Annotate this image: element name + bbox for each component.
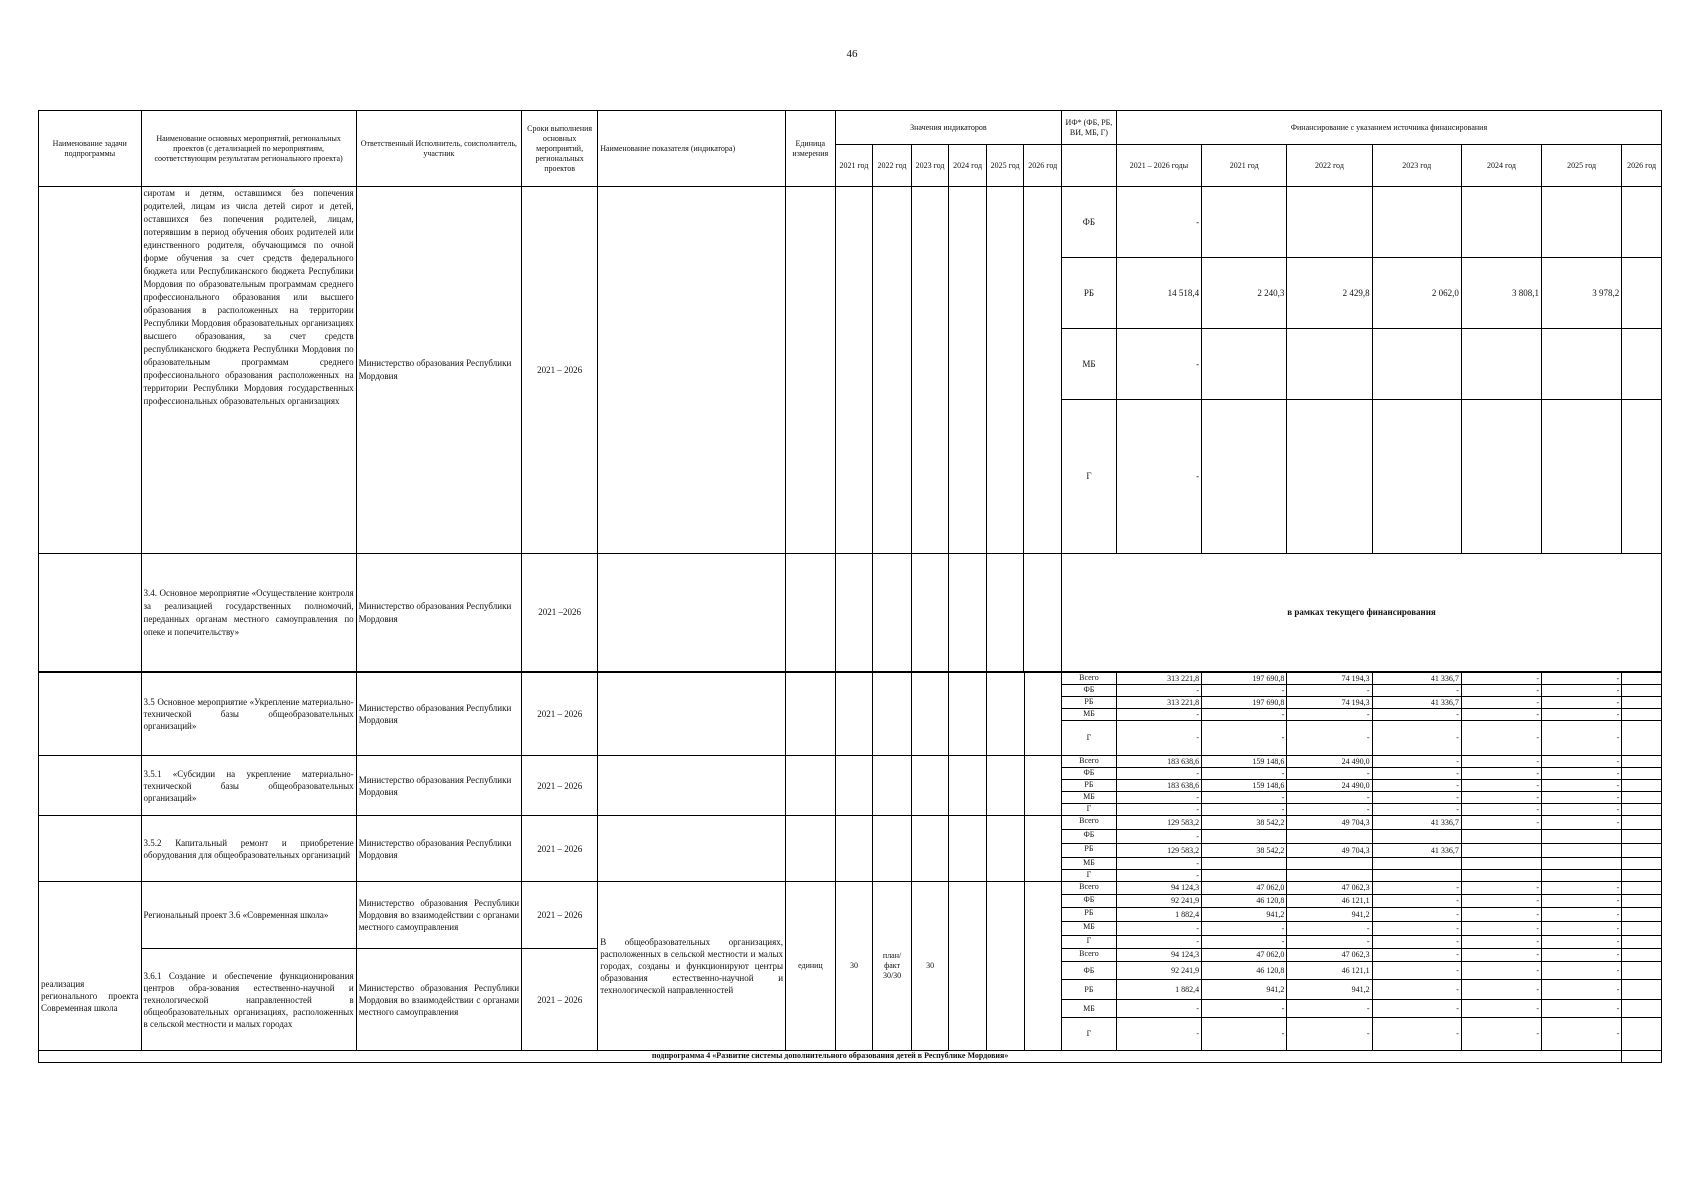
block5-val bbox=[1461, 830, 1541, 844]
block3-val: - bbox=[1116, 685, 1201, 697]
block4-val: 183 638,6 bbox=[1116, 756, 1201, 768]
block4-text: 3.5.1 «Субсидии на укрепление материально-технической базы общеобразовательных организаций» bbox=[141, 756, 356, 816]
block5-executor: Министерство образования Республики Мордовия bbox=[356, 816, 521, 882]
financing-table-lower bbox=[38, 672, 1662, 1063]
block1-val bbox=[1461, 329, 1541, 400]
block5-val bbox=[1287, 858, 1372, 870]
block6-val: - bbox=[1372, 922, 1461, 936]
block7-executor: Министерство образования Республики Мордовия во взаимодействии с органами местного самоуправления bbox=[356, 949, 521, 1051]
block6-val: 46 121,1 bbox=[1287, 895, 1372, 908]
block1-executor: Министерство образования Республики Мордовия bbox=[356, 187, 521, 554]
block3-val: - bbox=[1461, 685, 1541, 697]
block5-val bbox=[1202, 858, 1287, 870]
block6-value-2022: план/ факт 30/30 bbox=[873, 882, 912, 1051]
block7-val bbox=[1622, 980, 1662, 1000]
page-number: 46 bbox=[846, 48, 858, 60]
block1-val bbox=[1372, 400, 1461, 554]
block6-val: - bbox=[1116, 922, 1201, 936]
header-event: Наименование основных мероприятий, региональных проектов (с детализацией по мероприятиям, соответствующим результатам регионального проекта) bbox=[141, 111, 356, 187]
block1-val bbox=[1622, 187, 1662, 258]
block1-val: 3 978,2 bbox=[1542, 258, 1622, 329]
block7-val: - bbox=[1372, 1000, 1461, 1018]
block1-task bbox=[39, 187, 142, 554]
block1-val bbox=[1202, 400, 1287, 554]
block3-val: - bbox=[1287, 721, 1372, 756]
block5-val bbox=[1202, 870, 1287, 882]
block7-val: - bbox=[1372, 949, 1461, 962]
block1-val bbox=[1202, 187, 1287, 258]
block6-val: - bbox=[1461, 882, 1541, 895]
block3-val: - bbox=[1542, 697, 1622, 709]
header-year-2024: 2024 год bbox=[949, 145, 987, 187]
block3-val: - bbox=[1287, 709, 1372, 721]
block1-unit bbox=[785, 187, 835, 554]
block3-src: ФБ bbox=[1062, 685, 1117, 697]
block1-val: 2 240,3 bbox=[1202, 258, 1287, 329]
block7-val bbox=[1622, 949, 1662, 962]
block3-val: 74 194,3 bbox=[1287, 697, 1372, 709]
header-fin-total: 2021 – 2026 годы bbox=[1116, 145, 1201, 187]
block6-val: 47 062,0 bbox=[1202, 882, 1287, 895]
block5-val bbox=[1622, 858, 1662, 870]
block4-val bbox=[1622, 768, 1662, 780]
block6-value-2021: 30 bbox=[835, 882, 873, 1051]
block6-value-2023: 30 bbox=[911, 882, 949, 1051]
block6-src: Г bbox=[1062, 936, 1117, 949]
block6-val: 941,2 bbox=[1202, 908, 1287, 922]
block7-terms: 2021 – 2026 bbox=[522, 949, 598, 1051]
block5-src: ФБ bbox=[1062, 830, 1117, 844]
block7-val: - bbox=[1202, 1018, 1287, 1051]
block7-val: - bbox=[1372, 962, 1461, 980]
block7-val: 46 121,1 bbox=[1287, 962, 1372, 980]
header-year-2025: 2025 год bbox=[986, 145, 1024, 187]
block3-val: - bbox=[1372, 721, 1461, 756]
block6-val: 941,2 bbox=[1287, 908, 1372, 922]
block1-val: 3 808,1 bbox=[1461, 258, 1541, 329]
block5-val: - bbox=[1116, 830, 1201, 844]
block5-src: МБ bbox=[1062, 858, 1117, 870]
block1-val bbox=[1542, 187, 1622, 258]
block1-val bbox=[1461, 187, 1541, 258]
block4-val: - bbox=[1372, 792, 1461, 804]
block1-src: МБ bbox=[1062, 329, 1117, 400]
block3-task bbox=[39, 673, 142, 756]
block5-val bbox=[1287, 830, 1372, 844]
block6-val: - bbox=[1461, 908, 1541, 922]
block5-val: 49 704,3 bbox=[1287, 844, 1372, 858]
block4-val: - bbox=[1202, 768, 1287, 780]
subprogram-title: подпрограмма 4 «Развитие системы дополнительного образования детей в Республике Мордовия» bbox=[39, 1051, 1622, 1063]
block1-val bbox=[1202, 329, 1287, 400]
block6-terms: 2021 – 2026 bbox=[522, 882, 598, 949]
block7-val: - bbox=[1287, 1018, 1372, 1051]
block4-val: - bbox=[1287, 792, 1372, 804]
block6-val: - bbox=[1116, 936, 1201, 949]
block5-val: 49 704,3 bbox=[1287, 816, 1372, 830]
block3-val bbox=[1622, 673, 1662, 685]
block5-text: 3.5.2 Капитальный ремонт и приобретение оборудования для общеобразовательных организаций bbox=[141, 816, 356, 882]
block3-val: 41 336,7 bbox=[1372, 673, 1461, 685]
block4-val: - bbox=[1461, 768, 1541, 780]
block3-src: Г bbox=[1062, 721, 1117, 756]
block3-src: РБ bbox=[1062, 697, 1117, 709]
header-fin-2021: 2021 год bbox=[1202, 145, 1287, 187]
block4-src: РБ bbox=[1062, 780, 1117, 792]
block6-val: 94 124,3 bbox=[1116, 882, 1201, 895]
block3-val: - bbox=[1461, 673, 1541, 685]
block3-val: - bbox=[1202, 721, 1287, 756]
header-year-2026: 2026 год bbox=[1024, 145, 1062, 187]
block7-src: МБ bbox=[1062, 1000, 1117, 1018]
header-fin-2022: 2022 год bbox=[1287, 145, 1372, 187]
block1-val: - bbox=[1116, 400, 1201, 554]
block7-val: - bbox=[1372, 980, 1461, 1000]
block5-val bbox=[1622, 816, 1662, 830]
block4-val: - bbox=[1116, 792, 1201, 804]
header-fin-2023: 2023 год bbox=[1372, 145, 1461, 187]
block5-task bbox=[39, 816, 142, 882]
header-year-2023: 2023 год bbox=[911, 145, 949, 187]
block5-val bbox=[1202, 830, 1287, 844]
block4-val: - bbox=[1287, 768, 1372, 780]
block1-val bbox=[1622, 258, 1662, 329]
block4-val bbox=[1622, 792, 1662, 804]
block5-val: - bbox=[1542, 816, 1622, 830]
block3-src: МБ bbox=[1062, 709, 1117, 721]
block3-val: - bbox=[1542, 685, 1622, 697]
block3-val bbox=[1622, 721, 1662, 756]
block3-val: 313 221,8 bbox=[1116, 673, 1201, 685]
block2-executor: Министерство образования Республики Мордовия bbox=[356, 554, 521, 672]
block7-val: - bbox=[1461, 1000, 1541, 1018]
block4-src: Г bbox=[1062, 804, 1117, 816]
block3-val: - bbox=[1116, 721, 1201, 756]
block7-val: 92 241,9 bbox=[1116, 962, 1201, 980]
block4-val: - bbox=[1461, 804, 1541, 816]
block4-val: - bbox=[1542, 780, 1622, 792]
block5-val bbox=[1372, 870, 1461, 882]
block7-val: - bbox=[1461, 1018, 1541, 1051]
block1-val bbox=[1287, 400, 1372, 554]
block4-val: 159 148,6 bbox=[1202, 780, 1287, 792]
block5-val bbox=[1461, 870, 1541, 882]
block3-val: - bbox=[1287, 685, 1372, 697]
block5-val bbox=[1461, 844, 1541, 858]
block1-val: - bbox=[1116, 329, 1201, 400]
block2-indicator bbox=[598, 554, 786, 672]
block5-terms: 2021 – 2026 bbox=[522, 816, 598, 882]
block7-val: - bbox=[1542, 949, 1622, 962]
block5-val bbox=[1542, 870, 1622, 882]
block7-src: ФБ bbox=[1062, 962, 1117, 980]
block3-executor: Министерство образования Республики Мордовия bbox=[356, 673, 521, 756]
block6-val: - bbox=[1372, 936, 1461, 949]
block1-val: 2 062,0 bbox=[1372, 258, 1461, 329]
block6-task: реализация регионального проекта Современная школа bbox=[39, 882, 142, 1051]
block4-val: 159 148,6 bbox=[1202, 756, 1287, 768]
block4-src: ФБ bbox=[1062, 768, 1117, 780]
block6-val: - bbox=[1542, 882, 1622, 895]
block6-val: - bbox=[1372, 895, 1461, 908]
block5-val: 38 542,2 bbox=[1202, 816, 1287, 830]
block3-val: - bbox=[1461, 721, 1541, 756]
block7-val: - bbox=[1542, 962, 1622, 980]
block6-val: - bbox=[1461, 895, 1541, 908]
block6-val: - bbox=[1461, 936, 1541, 949]
block4-val bbox=[1622, 780, 1662, 792]
block7-val: 47 062,0 bbox=[1202, 949, 1287, 962]
block4-val: - bbox=[1202, 792, 1287, 804]
block7-val: - bbox=[1461, 980, 1541, 1000]
header-fin-2026: 2026 год bbox=[1622, 145, 1662, 187]
block2-task bbox=[39, 554, 142, 672]
block4-val: - bbox=[1372, 804, 1461, 816]
block5-val bbox=[1622, 870, 1662, 882]
header-financing-group: Финансирование с указанием источника финансирования bbox=[1116, 111, 1661, 145]
block6-val: - bbox=[1202, 936, 1287, 949]
block6-val: - bbox=[1372, 882, 1461, 895]
block6-val: - bbox=[1542, 936, 1622, 949]
header-fin-2024: 2024 год bbox=[1461, 145, 1541, 187]
block5-val bbox=[1372, 858, 1461, 870]
block5-val: - bbox=[1116, 858, 1201, 870]
block3-val: - bbox=[1116, 709, 1201, 721]
block7-val: 46 120,8 bbox=[1202, 962, 1287, 980]
block4-val bbox=[1622, 804, 1662, 816]
block4-val: - bbox=[1116, 804, 1201, 816]
block3-val: - bbox=[1461, 697, 1541, 709]
block5-val bbox=[1372, 830, 1461, 844]
block6-val: - bbox=[1287, 922, 1372, 936]
header-unit: Единица измерения bbox=[785, 111, 835, 187]
block3-val: 41 336,7 bbox=[1372, 697, 1461, 709]
block6-src: РБ bbox=[1062, 908, 1117, 922]
block1-text: сиротам и детям, оставшимся без попечения родителей, лицам из числа детей сирот и детей, оставшихся без попечения родителей, лицам, потерявшим в период обучения обоих родителей или единственного родителя, обучающимся по очной форме обучения за счет средств федерального бюджета или Республиканского бюджета Республики Мордовия по образовательным программам среднего профессионального образования или высшего образования в расположенных на территории Республики Мордовия образовательных организациях высшего образования, за счет средств республиканского бюджета Республики Мордовия по образовательным программам среднего профессионального образования расположенных на территории Республики Мордовия государственных профессиональных образовательных организациях bbox=[141, 187, 356, 554]
block1-val bbox=[1372, 329, 1461, 400]
block6-val: - bbox=[1542, 922, 1622, 936]
header-executor: Ответственный Исполнитель, соисполнитель, участник bbox=[356, 111, 521, 187]
block5-val: - bbox=[1116, 870, 1201, 882]
block3-val: 197 690,8 bbox=[1202, 697, 1287, 709]
block6-val: - bbox=[1287, 936, 1372, 949]
block1-val bbox=[1542, 400, 1622, 554]
block4-val: - bbox=[1461, 756, 1541, 768]
block7-val bbox=[1622, 1000, 1662, 1018]
block1-terms: 2021 – 2026 bbox=[522, 187, 598, 554]
block4-val: - bbox=[1372, 756, 1461, 768]
block7-src: Всего bbox=[1062, 949, 1117, 962]
block7-val: - bbox=[1372, 1018, 1461, 1051]
block4-val: 24 490,0 bbox=[1287, 756, 1372, 768]
block1-val bbox=[1622, 329, 1662, 400]
block5-src: Всего bbox=[1062, 816, 1117, 830]
block6-val bbox=[1622, 922, 1662, 936]
block5-val: 129 583,2 bbox=[1116, 816, 1201, 830]
block1-src: РБ bbox=[1062, 258, 1117, 329]
block1-val bbox=[1622, 400, 1662, 554]
block6-unit: единиц bbox=[786, 882, 836, 1051]
block7-val: - bbox=[1202, 1000, 1287, 1018]
block1-val: 2 429,8 bbox=[1287, 258, 1372, 329]
block5-val bbox=[1542, 830, 1622, 844]
block6-src: ФБ bbox=[1062, 895, 1117, 908]
block7-text: 3.6.1 Создание и обеспечение функционирования центров обра-зования естественно-научной и технологической направленностей в общеобразовательных организациях, расположенных в сельской местности и малых городах bbox=[141, 949, 356, 1051]
block5-val bbox=[1287, 870, 1372, 882]
block5-val: 38 542,2 bbox=[1202, 844, 1287, 858]
block6-val: 46 120,8 bbox=[1202, 895, 1287, 908]
block3-val: - bbox=[1372, 709, 1461, 721]
block6-val: - bbox=[1542, 908, 1622, 922]
block1-src: Г bbox=[1062, 400, 1117, 554]
block7-val: - bbox=[1461, 949, 1541, 962]
block3-val: 74 194,3 bbox=[1287, 673, 1372, 685]
block6-val: - bbox=[1202, 922, 1287, 936]
block7-val: 1 882,4 bbox=[1116, 980, 1201, 1000]
block4-val: 24 490,0 bbox=[1287, 780, 1372, 792]
block1-val bbox=[1542, 329, 1622, 400]
block5-src: РБ bbox=[1062, 844, 1117, 858]
block4-val: - bbox=[1287, 804, 1372, 816]
block6-val bbox=[1622, 882, 1662, 895]
block3-val: - bbox=[1461, 709, 1541, 721]
block2-terms: 2021 –2026 bbox=[522, 554, 598, 672]
block4-val: - bbox=[1542, 804, 1622, 816]
block4-val bbox=[1622, 756, 1662, 768]
block7-val: 941,2 bbox=[1202, 980, 1287, 1000]
block7-val: - bbox=[1116, 1018, 1201, 1051]
header-year-2021: 2021 год bbox=[835, 145, 873, 187]
block7-val: 941,2 bbox=[1287, 980, 1372, 1000]
block1-val bbox=[1287, 329, 1372, 400]
block4-val: - bbox=[1372, 780, 1461, 792]
header-indicator: Наименование показателя (индикатора) bbox=[598, 111, 786, 187]
header-task: Наименование задачи подпрограммы bbox=[39, 111, 142, 187]
block5-val: 129 583,2 bbox=[1116, 844, 1201, 858]
block3-val: 197 690,8 bbox=[1202, 673, 1287, 685]
block3-val bbox=[1622, 697, 1662, 709]
block4-val: - bbox=[1542, 756, 1622, 768]
block7-src: РБ bbox=[1062, 980, 1117, 1000]
block4-val: - bbox=[1116, 768, 1201, 780]
block4-val: 183 638,6 bbox=[1116, 780, 1201, 792]
block5-val: 41 336,7 bbox=[1372, 816, 1461, 830]
block3-val: - bbox=[1372, 685, 1461, 697]
block3-val: - bbox=[1542, 709, 1622, 721]
block3-text: 3.5 Основное мероприятие «Укрепление материально-технической базы общеобразовательных организаций» bbox=[141, 673, 356, 756]
block1-val bbox=[1287, 187, 1372, 258]
financing-table-container bbox=[38, 110, 1662, 1063]
block6-val bbox=[1622, 895, 1662, 908]
header-year-2022: 2022 год bbox=[873, 145, 912, 187]
header-source: ИФ* (ФБ, РБ, ВИ, МБ, Г) bbox=[1062, 111, 1117, 145]
block4-val: - bbox=[1202, 804, 1287, 816]
block5-val bbox=[1622, 844, 1662, 858]
block5-val: 41 336,7 bbox=[1372, 844, 1461, 858]
block6-val: 92 241,9 bbox=[1116, 895, 1201, 908]
block6-val: - bbox=[1542, 895, 1622, 908]
block7-val: 94 124,3 bbox=[1116, 949, 1201, 962]
block6-val: - bbox=[1461, 922, 1541, 936]
block1-val bbox=[1461, 400, 1541, 554]
block2-unit bbox=[785, 554, 835, 672]
header-source-blank bbox=[1062, 145, 1117, 187]
block7-val: - bbox=[1542, 1018, 1622, 1051]
block1-val: 14 518,4 bbox=[1116, 258, 1201, 329]
block4-src: МБ bbox=[1062, 792, 1117, 804]
block4-val: - bbox=[1542, 792, 1622, 804]
block7-val bbox=[1622, 1018, 1662, 1051]
block7-val bbox=[1622, 962, 1662, 980]
block6-val: 1 882,4 bbox=[1116, 908, 1201, 922]
block4-terms: 2021 – 2026 bbox=[522, 756, 598, 816]
block1-val: - bbox=[1116, 187, 1201, 258]
block3-val: - bbox=[1542, 721, 1622, 756]
block3-val bbox=[1622, 685, 1662, 697]
block5-src: Г bbox=[1062, 870, 1117, 882]
block1-src: ФБ bbox=[1062, 187, 1117, 258]
block7-val: - bbox=[1461, 962, 1541, 980]
block6-val: - bbox=[1372, 908, 1461, 922]
block1-val bbox=[1372, 187, 1461, 258]
block7-src: Г bbox=[1062, 1018, 1117, 1051]
block5-val bbox=[1542, 858, 1622, 870]
block6-val bbox=[1622, 908, 1662, 922]
block3-src: Всего bbox=[1062, 673, 1117, 685]
block7-val: - bbox=[1287, 1000, 1372, 1018]
block6-val bbox=[1622, 936, 1662, 949]
block3-val: - bbox=[1202, 685, 1287, 697]
block4-val: - bbox=[1461, 792, 1541, 804]
block2-financing: в рамках текущего финансирования bbox=[1062, 554, 1662, 672]
header-fin-2025: 2025 год bbox=[1542, 145, 1622, 187]
block6-src: МБ bbox=[1062, 922, 1117, 936]
block4-val: - bbox=[1542, 768, 1622, 780]
block6-indicator: В общеобразовательных организациях, расположенных в сельской местности и малых городах, созданы и функционируют центры образования естественно-научной и технологической направленностей bbox=[598, 882, 786, 1051]
block3-val: - bbox=[1542, 673, 1622, 685]
block7-val: - bbox=[1542, 980, 1622, 1000]
header-values-group: Значения индикаторов bbox=[835, 111, 1061, 145]
financing-table bbox=[38, 110, 1662, 672]
block4-src: Всего bbox=[1062, 756, 1117, 768]
block4-val: - bbox=[1372, 768, 1461, 780]
block6-text: Региональный проект 3.6 «Современная школа» bbox=[141, 882, 356, 949]
block3-terms: 2021 – 2026 bbox=[522, 673, 598, 756]
block4-executor: Министерство образования Республики Мордовия bbox=[356, 756, 521, 816]
block5-val: - bbox=[1461, 816, 1541, 830]
block5-val bbox=[1461, 858, 1541, 870]
block1-indicator bbox=[598, 187, 786, 554]
block4-task bbox=[39, 756, 142, 816]
block7-val: - bbox=[1542, 1000, 1622, 1018]
block6-val: 47 062,3 bbox=[1287, 882, 1372, 895]
block2-text: 3.4. Основное мероприятие «Осуществление контроля за реализацией государственных полномочий, переданных органам местного самоуправления по опеке и попечительству» bbox=[141, 554, 356, 672]
header-terms: Сроки выполнения основных мероприятий, региональных проектов bbox=[522, 111, 598, 187]
block6-src: Всего bbox=[1062, 882, 1117, 895]
block7-val: 47 062,3 bbox=[1287, 949, 1372, 962]
block5-val bbox=[1622, 830, 1662, 844]
block7-val: - bbox=[1116, 1000, 1201, 1018]
block3-val bbox=[1622, 709, 1662, 721]
block3-val: 313 221,8 bbox=[1116, 697, 1201, 709]
block4-val: - bbox=[1461, 780, 1541, 792]
block6-executor: Министерство образования Республики Мордовия во взаимодействии с органами местного самоуправления bbox=[356, 882, 521, 949]
block5-val bbox=[1542, 844, 1622, 858]
block3-val: - bbox=[1202, 709, 1287, 721]
